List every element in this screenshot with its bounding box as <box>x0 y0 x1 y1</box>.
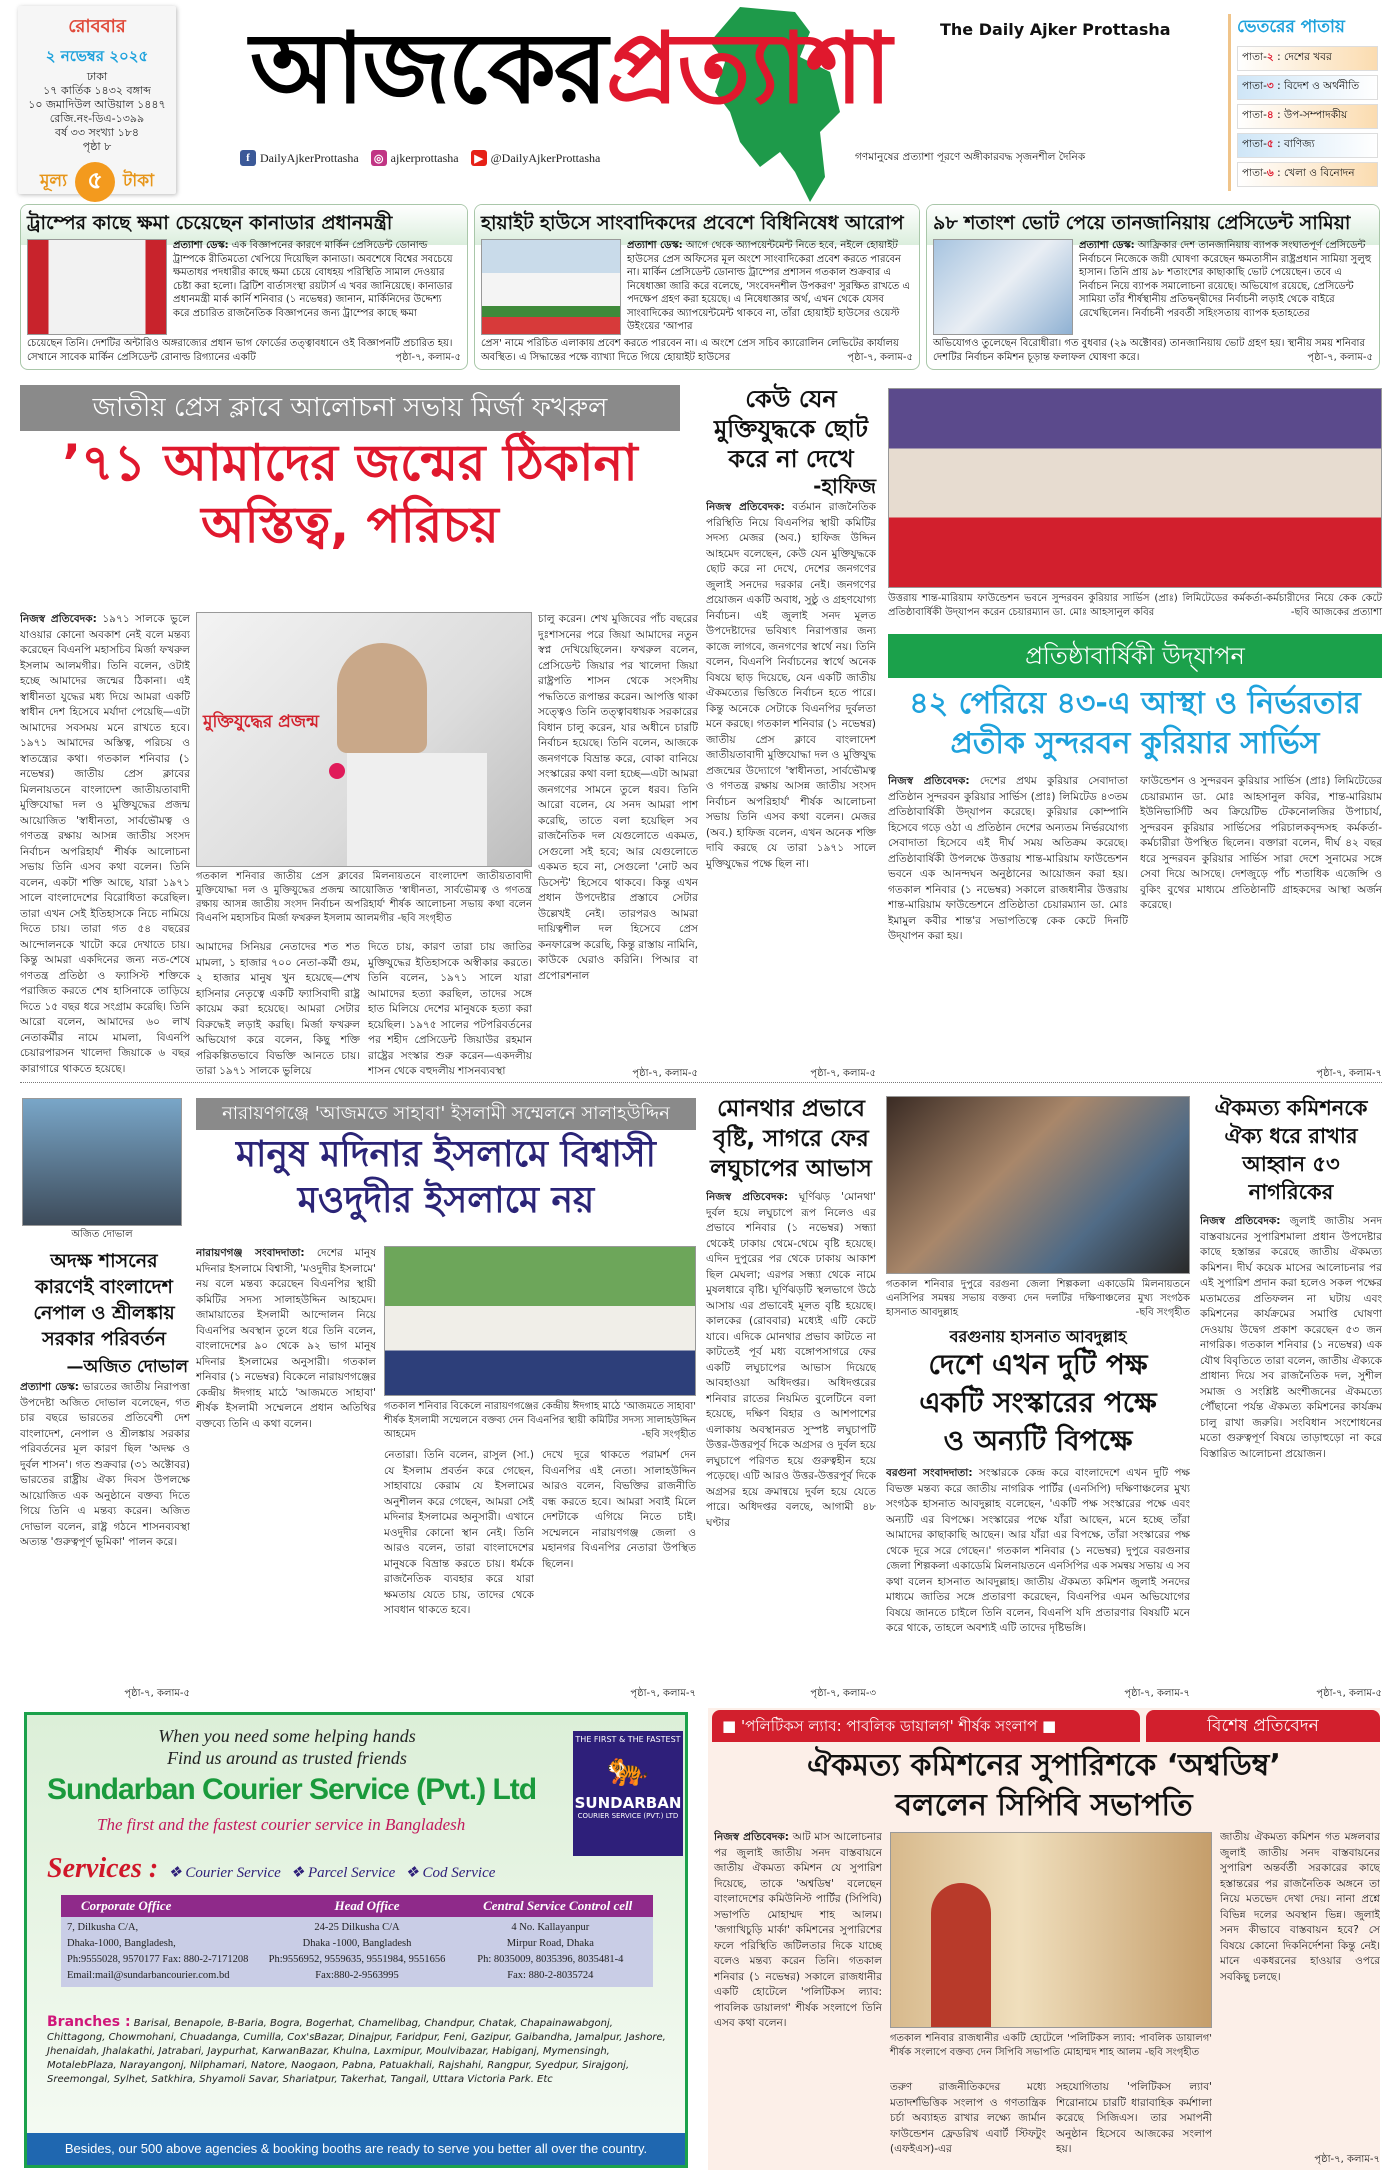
story-body: জুলাই জাতীয় সনদ বাস্তবায়নের সুপারিশমালা প্রধান উপদেষ্টার কাছে হস্তান্তর করেছে জাতীয় ঐকমত্য কমিশন। দীর্ঘ কয়েক মাসের আলোচনার পর এই সুপারিশ প্রদান করা হলেও সকল পক্ষের মতামতের প্রতিফলন না ঘটায় এবং কমিশনের কার্যক্রমের সমাপ্তি ঘোষণা দেওয়ায় উদ্বেগ প্রকাশ করেছেন ৫৩ জন নাগরিক। গতকাল শনিবার (১ নভেম্বর) এক যৌথ বিবৃতিতে তারা বলেন, জাতীয় ঐক্যকে প্রাধান্য দিয়ে সব রাজনৈতিক দল, সুশীল সমাজ ও সংশ্লিষ্ট অংশীজনের ঐকমত্যে পৌঁছানো পর্যন্ত ঐকমত্য কমিশনের কার্যক্রম চালু রাখা জরুরি। সংবিধান সংশোধনের মতো গুরুত্বপূর্ণ বিষয়ে তাড়াহুড়ো না করে বিস্তারিত আলোচনা প্রয়োজন। <box>1200 1215 1382 1460</box>
anniversary-col1 <box>888 774 1128 1064</box>
office-line: 4 No. Kallayanpur <box>511 1922 590 1933</box>
price-label: মূল্য <box>39 171 68 191</box>
top-story-canada[interactable] <box>20 204 468 370</box>
inside-page-item[interactable] <box>1237 162 1378 187</box>
cpb-jump[interactable]: পৃষ্ঠা-৭, কলাম-৭ <box>1314 2154 1380 2165</box>
inside-page-item[interactable] <box>1237 104 1378 129</box>
top-story-whitehouse[interactable] <box>474 204 920 370</box>
bangla-date: ১৭ কার্তিক ১৪৩২ বঙ্গাব্দ <box>43 84 151 97</box>
page-label: : বিদেশ ও অর্থনীতি <box>1277 80 1360 92</box>
photo-credit: -ছবি সংগৃহীত <box>641 1429 696 1440</box>
story-body: ঘূর্ণিঝড় 'মোনথা' দুর্বল হয়ে লঘুচাপে রূপ নিলেও এর প্রভাবে শনিবার (১ নভেম্বর) সন্ধ্যা থেকেই ঢাকায় থেমে-থেমে বৃষ্টি হয়েছে। এদিন দুপুরের পর থেকে ঢাকায় আকাশ ছিল মেঘলা; এরপর সন্ধ্যা থেকে নামে মুষলধারে বৃষ্টি। ঘূর্ণিঝড়টি স্থলভাগে উঠে আসায় এর প্রভাবেই মূলত বৃষ্টি হয়েছে। কালকের (রোববার) মধ্যেই এটি কেটে যাবে। এদিকে মোনথার প্রভাব কাটতে না কাটতেই পূর্ব মধ্য বঙ্গোপসাগরে ফের একটি লঘুচাপের আভাস দিয়েছে আবহাওয়া অধিদপ্তর। অধিদপ্তরের শনিবার রাতের নিয়মিত বুলেটিনে বলা হয়েছে, দক্ষিণ বিহার ও আশপাশের এলাকায় অবস্থানরত সুস্পষ্ট লঘুচাপটি উত্তর-উত্তরপূর্ব দিকে অগ্রসর ও দুর্বল হয়ে লঘুচাপে পরিণত হয়ে গুরুত্বহীন হয়ে পড়েছে। এটি আরও উত্তর-উত্তরপূর্ব দিকে অগ্রসর হয়ে ক্রমান্বয়ে দুর্বল হয়ে যেতে পারে। অধিদপ্তর বলছে, আগামী ৪৮ ঘণ্টার <box>706 1191 876 1529</box>
jump-line: পৃষ্ঠা-৭, কলাম-৫ <box>395 351 461 363</box>
photo-white-house <box>481 239 621 335</box>
facebook-label: DailyAjkerProttasha <box>260 150 359 165</box>
top-story-text-bottom <box>933 337 1373 364</box>
cpb-photo-caption <box>890 2032 1212 2060</box>
date: ২ নভেম্বর ২০২৫ <box>45 47 149 65</box>
ad-company: Sundarban Courier Service (Pvt.) Ltd <box>47 1773 537 1806</box>
ad-subtitle: The first and the fastest courier service in Bangladesh <box>97 1815 466 1834</box>
dateline: প্রত্যাশা ডেস্ক: <box>1079 240 1135 251</box>
instagram-icon: ◎ <box>371 150 387 166</box>
page-number: ২ <box>1266 51 1274 63</box>
newspaper-title <box>250 14 890 124</box>
page-number: ৩ <box>1266 80 1274 92</box>
page-number: ৬ <box>1266 167 1274 179</box>
doval-byline: —অজিত দোভাল <box>66 1357 188 1377</box>
page-prefix: পাতা- <box>1242 138 1267 150</box>
cpb-kicker-text: 'পলিটিকস ল্যাব: পাবলিক ডায়ালগ' শীর্ষক সংলাপ <box>740 1717 1038 1735</box>
ncp-headline-line1: দেশে এখন দুটি পক্ষ <box>928 1348 1148 1381</box>
photo-banner-text: মুক্তিযুদ্ধের প্রজন্ম <box>203 712 319 732</box>
anniversary-jump[interactable]: পৃষ্ঠা-৭, কলাম-৭ <box>1316 1068 1382 1079</box>
photo-salahuddin <box>384 1246 696 1396</box>
dateline: প্রত্যাশা ডেস্ক: <box>173 240 229 251</box>
lead-col4: চালু করেন। শেখ মুজিবের পাঁচ বছরের দুঃশাসনের পরে জিয়া আমাদের নতুন স্বপ্ন দেখিয়েছিলেন। ফখরুল বলেন, প্রেসিডেন্ট জিয়ার পর খালেদা জিয়া রাষ্ট্রপতি শাসন থেকে সংসদীয় পদ্ধতিতে রূপান্তর করেন। আপত্তি থাকা সত্ত্বেও তিনি তত্ত্বাবধায়ক সরকারের বিধান চালু করেন, যার অধীনে চারটি নির্বাচন হয়েছে। তিনি বলেন, আজকে জনগণকে বিভ্রান্ত করে, বোকা বানিয়ে সংস্কারের কথা বলা হচ্ছে—এটা আমরা জনগণের সামনে তুলে ধরব। তিনি আরো বলেন, যে সনদ আমরা পাশ করেছি, তাতে বলা হয়েছিল সব রাজনৈতিক দল যেগুলোতে একমত, সেগুলো সই হবে; আর যেগুলোতে একমত হবে না, সেগুলো 'নোট অব ডিসেন্ট' হিসেবে থাকবে। কিন্তু এখন প্রধান উপদেষ্টার প্রস্তাবে সেটার উল্লেখই নেই। তারপরও আমরা দায়িত্বশীল দল হিসেবে প্রেস কনফারেন্স করেছি, কিন্তু রাস্তায় নামিনি, কাউকে ঘেরাও করিনি। পিআর বা প্রপোরশনাল <box>538 613 698 982</box>
volume: বর্ষ ৩৩ সংখ্যা ১৮৪ <box>54 126 139 139</box>
anniversary-caption <box>888 592 1382 620</box>
hijri-date: ১০ জমাদিউল আউয়াল ১৪৪৭ <box>28 98 166 111</box>
office-line: Dhaka-1000, Bangladesh, <box>67 1938 176 1949</box>
montha-jump[interactable]: পৃষ্ঠা-৭, কলাম-৩ <box>810 1688 876 1699</box>
service-name: Parcel Service <box>307 1865 396 1881</box>
story-body: বর্তমান রাজনৈতিক পরিস্থিতি নিয়ে বিএনপির স্থায়ী কমিটির সদস্য মেজর (অব.) হাফিজ উদ্দিন আহমেদ বলেছেন, কেউ যেন মুক্তিযুদ্ধকে ছোট করে না দেখে, দেশের জনগণের জুলাই সনদের দরকার নেই। জনগণের প্রয়োজন একটি অবাধ, সুষ্ঠু ও গ্রহণযোগ্য নির্বাচন। এই জুলাই সনদ মূলত উপদেষ্টাদের ভবিষ্যৎ নিরাপত্তার জন্য কাজে লাগবে, জনগণের স্বার্থে নয়। তিনি বলেন, বিএনপি নির্বাচনের স্বার্থে অনেক বিষয়ে ছাড় দিয়েছে, যেন একটি জাতীয় ঐকমত্যের ভিত্তিতে নির্বাচন হতে পারে। কিন্তু অনেকে সেটাকে বিএনপির দুর্বলতা মনে করছে। গতকাল শনিবার (১ নভেম্বর) জাতীয় প্রেস ক্লাবে বাংলাদেশ জাতীয়তাবাদী মুক্তিযোদ্ধা দল ও মুক্তিযুদ্ধ প্রজন্মের উদ্যোগে 'স্বাধীনতা, সার্বভৌমত্ব ও গণতন্ত্র রক্ষায় আসন্ন জাতীয় সংসদ নির্বাচন অপরিহার্য' শীর্ষক আলোচনা সভায় তিনি এসব কথা বলেন। মেজর (অব.) হাফিজ বলেন, এখন অনেক শক্তি দাবি করছে যে তারা ১৯৭১ সালে মুক্তিযুদ্ধের পক্ষে ছিল না। <box>706 501 876 870</box>
story-body: আট মাস আলোচনার পর জুলাই জাতীয় সনদ বাস্তবায়নে জাতীয় ঐকমত্য কমিশন যে সুপারিশ দিয়েছে, তাকে 'অশ্বডিম্ব' বলেছেন বাংলাদেশের কমিউনিস্ট পার্টির (সিপিবি) সভাপতি মোহাম্মদ শাহ আলম। 'জগাখিচুড়ি মার্কা' কমিশনের সুপারিশের ফলে পরিস্থিতি জটিলতার দিকে যাচ্ছে বলেও মন্তব্য করেন তিনি। গতকাল শনিবার (১ নভেম্বর) সকালে রাজধানীর একটি হোটেলে 'পলিটিকস ল্যাব: পাবলিক ডায়ালগ' শীর্ষক সংলাপে তিনি এসব কথা বলেন। <box>714 1831 882 2029</box>
page-prefix: পাতা- <box>1242 167 1267 179</box>
pages: পৃষ্ঠা ৮ <box>82 140 112 153</box>
cpb-headline-line1: ঐকমত্য কমিশনের সুপারিশকে ‘অশ্বডিম্ব’ <box>807 1748 1281 1783</box>
social-links <box>240 150 600 166</box>
islam-col1 <box>196 1246 376 1686</box>
ad-logo <box>573 1731 683 1856</box>
dateline: নারায়ণগঞ্জ সংবাদদাতা: <box>196 1247 305 1259</box>
hafiz-byline: -হাফিজ <box>813 474 876 498</box>
caption-text: গতকাল শনিবার বিকেলে নারায়ণগঞ্জের কেন্দ্রীয় ঈদগাহ মাঠে 'আজমতে সাহাবা' শীর্ষক ইসলামী সম্মেলনে বক্তব্য দেন বিএনপির স্থায়ী কমিটির সদস্য সালাহউদ্দিন আহমেদ <box>384 1401 696 1440</box>
photo-credit: -ছবি সংগৃহীত <box>397 913 452 924</box>
service-name: Courier Service <box>185 1865 281 1881</box>
islam-col2: নেতারা। তিনি বলেন, রাসুল (সা.) যে ইসলাম প্রবর্তন করে গেছেন, সাহাবায়ে কেরাম যে ইসলামের অনুশীলন করে গেছেন, আমরা সেই মদিনার ইসলামের অনুসারী। এখানে মওদুদীর কোনো স্থান নেই। তিনি আরও বলেন, তারা বাংলাদেশের মানুষকে বিভ্রান্ত করতে চায়। ধর্মকে রাজনৈতিক ব্যবহার করে যারা ক্ষমতায় যেতে চায়, তাদের থেকে সাবধান থাকতে হবে। <box>384 1449 534 1616</box>
social-facebook[interactable] <box>240 150 359 166</box>
story-body: আগে থেকে অ্যাপয়েন্টমেন্ট নিতে হবে, নইলে হোয়াইট হাউসের প্রেস অফিসের মূল অংশে সাংবাদিকেরা প্রবেশ করতে পারবেন না। মার্কিন প্রেসিডেন্ট ডোনাল্ড ট্রাম্পের প্রশাসন গতকাল শুক্রবার এ নিষেধাজ্ঞা জারি করে বলেছে, 'সংবেদনশীল উপকরণ' সুরক্ষিত রাখতে এ পদক্ষেপ গ্রহণ করা হয়েছে। এ নিষেধাজ্ঞার অর্থ, এখন থেকে যেসব সাংবাদিকের অ্যাপয়েন্টমেন্ট থাকবে না, তাঁরা হোয়াইট হাউসের ওয়েস্ট উইংয়ের 'আপার <box>627 240 911 332</box>
caption-text: গতকাল শনিবার দুপুরে বরগুনা জেলা শিল্পকলা একাডেমি মিলনায়তনে এনসিপির সমন্বয় সভায় বক্তব্য দেন দলটির দক্ষিণাঞ্চলের মুখ্য সংগঠক হাসনাত আবদুল্লাহ <box>886 1279 1190 1318</box>
microphone-icon <box>329 763 345 779</box>
office-line: 7, Dilkusha C/A, <box>67 1922 139 1933</box>
youtube-label: @DailyAjkerProttasha <box>490 150 601 165</box>
social-youtube[interactable] <box>471 150 601 166</box>
page-number: ৫ <box>1266 138 1274 150</box>
office-email[interactable]: Email:mail@sundarbancourier.com.bd <box>67 1970 230 1981</box>
top-story-text <box>627 239 913 334</box>
story-body: ভারতের জাতীয় নিরাপত্তা উপদেষ্টা অজিত দোভাল বলেছেন, গত চার বছরে ভারতের প্রতিবেশী দেশ বাংলাদেশ, নেপাল ও শ্রীলঙ্কায় সরকার পরিবর্তনের মূল কারণ ছিল 'অদক্ষ ও দুর্বল শাসন'। গত শুক্রবার (৩১ অক্টোবর) ভারতের রাষ্ট্রীয় ঐক্য দিবস উপলক্ষে আয়োজিত এক অনুষ্ঠানে বক্তব্য দিতে গিয়ে তিনি এ মন্তব্য করেন। অজিত দোভাল বলেন, রাষ্ট্র গঠনে শাসনব্যবস্থা অত্যন্ত 'গুরুত্বপূর্ণ ভূমিকা' পালন করে। <box>20 1381 190 1548</box>
date-box <box>18 6 176 194</box>
ad-footer: Besides, our 500 above agencies & booking booths are ready to serve you better all over the country. <box>27 2133 685 2165</box>
story-body: অভিযোগও তুলেছেন বিরোধীরা। গত বুধবার (২৯ অক্টোবর) তানজানিয়ায় ভোট গ্রহণ হয়। স্থানীয় সময় শনিবার দেশটির নির্বাচন কমিশন চূড়ান্ত ফলাফল ঘোষণা করে। <box>933 338 1365 363</box>
offices-header <box>61 1895 653 1917</box>
office-line: Mirpur Road, Dhaka <box>506 1938 594 1949</box>
logo-sub: COURIER SERVICE (PVT.) LTD <box>577 1812 679 1820</box>
logo-top-text: THE FIRST & THE FASTEST <box>575 1735 681 1744</box>
dateline: নিজস্ব প্রতিবেদক: <box>888 775 970 787</box>
story-body: সংস্কারকে কেন্দ্র করে বাংলাদেশে এখন দুটি পক্ষ বিভক্ত মন্তব্য করে জাতীয় নাগরিক পার্টির (এনসিপি) দক্ষিণাঞ্চলের মুখ্য সংগঠক হাসনাত আবদুল্লাহ বলেছেন, 'একটি পক্ষ সংস্কারের পক্ষে এবং অন্যটি এর বিপক্ষে। সংস্কারের পক্ষে যাঁরা আছেন, মনে হচ্ছে তাঁরা আমাদের কাছাকাছি আছেন। আর যাঁরা এর বিপক্ষে, তাঁরা সংস্কারের পক্ষ থেকে দূরে সরে গেছেন।' গতকাল শনিবার (১ নভেম্বর) দুপুরে বরগুনার জেলা শিল্পকলা একাডেমি মিলনায়তনে এনসিপির এক সমন্বয় সভায় এ সব কথা বলেন হাসনাত আবদুল্লাহ। জাতীয় ঐকমত্য কমিশন জুলাই সনদের মাধ্যমে জাতির সঙ্গে প্রতারণা করেছেন, বিএনপির এমন অভিযোগের বিষয়ে জানতে চাইলে তিনি বলেন, বিএনপি যদি প্রতারণার বিষয়টি মনে করে থাকে, তাহলে অবশ্যই এটি তাদের দৃষ্টিভঙ্গি। <box>886 1467 1190 1634</box>
top-story-headline: ট্রাম্পের কাছে ক্ষমা চেয়েছেন কানাডার প্রধানমন্ত্রী <box>21 205 467 245</box>
dateline: নিজস্ব প্রতিবেদক: <box>20 613 97 625</box>
page-label: : খেলা ও বিনোদন <box>1277 167 1355 179</box>
speaker-figure <box>931 1883 991 2028</box>
cpb-col2: তরুণ রাজনীতিকদের মধ্যে মতাদর্শভিত্তিক সংলাপ ও গণতান্ত্রিক চর্চা অব্যাহত রাখার লক্ষ্যে জার্মান ফাউন্ডেশন ফ্রেডরিখ এবার্ট স্টিফটুং (এফইএস)-এর <box>890 2081 1046 2155</box>
cpb-tag: বিশেষ প্রতিবেদন <box>1146 1710 1380 1742</box>
office-line: Ph:9555028, 9570177 Fax: 880-2-7171208 <box>67 1954 249 1965</box>
inside-page-item[interactable] <box>1237 133 1378 158</box>
caption-text: উত্তরায় শান্ত-মারিয়াম ফাউন্ডেশন ভবনে সুন্দরবন কুরিয়ার সার্ভিস (প্রাঃ) লিমিটেডের কর্মকর্তা-কর্মচারীদের নিয়ে কেক কেটে প্রতিষ্ঠাবার্ষিকী উদ্‌যাপন করেন চেয়ারম্যান ডা. মোঃ আহসানুল কবির <box>888 593 1382 618</box>
lead-kicker: জাতীয় প্রেস ক্লাবে আলোচনা সভায় মির্জা ফখরুল <box>20 385 680 431</box>
anniversary-headline-line1: ৪২ পেরিয়ে ৪৩-এ আস্থা ও নির্ভরতার <box>909 686 1361 721</box>
story-body: ১৯৭১ সালকে ভুলে যাওয়ার কোনো অবকাশ নেই বলে মন্তব্য করেছেন বিএনপি মহাসচিব মির্জা ফখরুল ইসলাম আলমগীর। তিনি বলেন, ওটাই হচ্ছে আমাদের জন্মের ঠিকানা। এই স্বাধীনতা যুদ্ধের মধ্য দিয়ে আমরা একটি স্বাধীন দেশ হিসেবে মর্যাদা পেয়েছি—এটা আমাদের সবসময় মনে রাখতে হবে। ১৯৭১ আমাদের অস্তিত্ব, পরিচয় ও স্বাতন্ত্র্যের কথা। গতকাল শনিবার (১ নভেম্বর) জাতীয় প্রেস ক্লাবের মিলনায়তনে বাংলাদেশ জাতীয়তাবাদী মুক্তিযোদ্ধা দল ও মুক্তিযুদ্ধের প্রজন্ম আয়োজিত 'স্বাধীনতা, সার্বভৌমত্ব ও গণতন্ত্র রক্ষায় আসন্ন জাতীয় সংসদ নির্বাচন অপরিহার্য' শীর্ষক আলোচনা সভায় তিনি এসব কথা বলেন। তিনি বলেন, একটা শক্তি আছে, যারা ১৯৭১ সালে বাংলাদেশের বিরোধিতা করেছিল। তারা এখন সেই ইতিহাসকে নিচে নামিয়ে দিতে চায়। তারা গত ৫৪ বছরের আন্দোলনকে খাটো করে দেখাতে চায়। কিন্তু আমরা একদিনের জন্য নত-শেষে গণতন্ত্র প্রতিষ্ঠা ও ফ্যাসিস্ট শক্তিকে পরাজিত করতে শেষ হাসিনাকে তাড়িয়ে দিতে ১৫ বছর ধরে সংগ্রাম করেছি। তিনি আরো বলেন, আমাদের ৬০ লাখ নেতাকর্মীর নামে মামলা, বিএনপি চেয়ারপারসন খালেদা জিয়াকে ৬ বছর কারাগারে থাকতে হয়েছে। <box>20 613 190 1075</box>
service-item <box>168 1863 281 1882</box>
page-label: : দেশের খবর <box>1277 51 1332 63</box>
english-name: The Daily Ajker Prottasha <box>940 20 1171 39</box>
offices-body <box>61 1917 653 1987</box>
unity-jump[interactable]: পৃষ্ঠা-৭, কলাম-৫ <box>1316 1688 1382 1699</box>
diamond-icon: ❖ <box>290 1865 308 1881</box>
tiger-icon: 🐅 <box>606 1749 650 1789</box>
unity-body <box>1200 1214 1382 1686</box>
doval-headline[interactable]: অদক্ষ শাসনের কারণেই বাংলাদেশ নেপাল ও শ্রীলঙ্কায় সরকার পরিবর্তন <box>33 1250 175 1350</box>
ncp-jump[interactable]: পৃষ্ঠা-৭, কলাম-৭ <box>1124 1688 1190 1699</box>
lead-jump[interactable]: পৃষ্ঠা-৭, কলাম-৫ <box>632 1068 698 1079</box>
lead-headline-line1: ’৭১ আমাদের জন্মের ঠিকানা <box>62 434 638 492</box>
photo-credit: -ছবি সংগৃহীত <box>1144 2047 1200 2058</box>
ad-offices <box>61 1895 653 1987</box>
doval-body <box>20 1380 190 1685</box>
top-story-tanzania[interactable] <box>926 204 1380 370</box>
office-line: 24-25 Dilkusha C/A <box>314 1922 400 1933</box>
office-line: Fax:880-2-9563995 <box>315 1970 399 1981</box>
price <box>18 162 176 202</box>
office-central <box>454 1920 647 1984</box>
office-title: Corporate Office <box>81 1898 172 1913</box>
page-label: : বাণিজ্য <box>1277 138 1315 150</box>
office-line: Ph: 8035009, 8035396, 8035481-4 <box>477 1954 624 1965</box>
montha-headline[interactable] <box>706 1094 876 1184</box>
lead-col2: আমাদের সিনিয়র নেতাদের শত শত মামলা, ১ হাজার ৭০০ নেতা-কর্মী গুম, ২ হাজার মানুষ খুন হয়েছে—শেখ হাসিনার নেতৃত্বে একটি ফ্যাসিবাদী রাষ্ট্র কায়েম করা হয়েছে। আমরা সেটার বিরুদ্ধেই লড়াই করছি। মির্জা ফখরুল অভিযোগ করে বলেন, কিছু শক্তি পরিকল্পিতভাবে বিভক্তি আনতে চায়। তারা ১৯৭১ সালকে ভুলিয়ে <box>196 941 360 1077</box>
cpb-col3: সহযোগিতায় 'পলিটিকস ল্যাব' শিরোনামে চারটি ধারাবাহিক কর্মশালা করেছে সিজিএস। তার সমাপনী অনুষ্ঠান হিসেবে আজকের সংলাপ হয়। <box>1056 2081 1212 2155</box>
lead-photo-caption <box>196 870 532 926</box>
branches-label: Branches : <box>47 2014 131 2030</box>
ad-slogan-line2: Find us around as trusted friends <box>167 1748 407 1768</box>
diamond-icon: ❖ <box>168 1865 186 1881</box>
cpb-col1 <box>714 1830 882 2168</box>
islam-jump[interactable]: পৃষ্ঠা-৭, কলাম-৭ <box>630 1688 696 1699</box>
photo-cpb-president <box>890 1832 1212 2028</box>
ncp-headline-line3: ও অন্যটি বিপক্ষে <box>943 1424 1133 1457</box>
dateline: নিজস্ব প্রতিবেদক: <box>706 1191 789 1203</box>
speaker-figure <box>337 643 427 753</box>
page-prefix: পাতা- <box>1242 80 1267 92</box>
dateline: নিজস্ব প্রতিবেদক: <box>714 1831 789 1843</box>
dateline: নিজস্ব প্রতিবেদক: <box>1200 1215 1281 1227</box>
square-icon: ■ <box>722 1717 741 1735</box>
title-part2: প্রত্যাশা <box>605 12 890 126</box>
caption-text: গতকাল শনিবার জাতীয় প্রেস ক্লাবের মিলনায়তনে বাংলাদেশ জাতীয়তাবাদী মুক্তিযোদ্ধা দল ও মুক্তিযুদ্ধের প্রজন্ম আয়োজিত 'স্বাধীনতা, সার্বভৌমত্ব ও গণতন্ত্র রক্ষায় আসন্ন জাতীয় সংসদ নির্বাচন অপরিহার্য' শীর্ষক আলোচনা সভায় কথা বলেন বিএনপি মহাসচিব মির্জা ফখরুল ইসলাম আলমগীর <box>196 871 532 924</box>
branches-list: Barisal, Benapole, B-Baria, Bogra, Bogerhat, Chamelibag, Chandpur, Chatak, Chapainawabgonj, Chittagong, Chowmohani, Chuadanga, Cumilla, Cox'sBazar, Dinajpur, Faridpur, Feni, Gazipur, Gaibandha, Jamalpur, Jashore, Jhenaidah, Jhalakathi, Jatrabari, Jaypurhat, KarwanBazar, Khulna, Laxmipur, Moulvibazar, Habiganj, Mymensingh, MotalebPlaza, Narayangonj, Nilphamari, Natore, Naogaon, Pabna, Patuakhali, Rajshahi, Rangpur, Syedpur, Sirajgonj, Sreemongal, Sylhet, Satkhira, Shyamoli Savar, Shariatpur, Takerhat, Tangail, Uttara Victoria Park. Etc <box>47 2018 666 2085</box>
tagline: গণমানুষের প্রত্যাশা পূরণে অঙ্গীকারবদ্ধ সৃজনশীল দৈনিক <box>855 151 1086 163</box>
inside-page-item[interactable] <box>1237 46 1378 71</box>
cpb-col4: জাতীয় ঐকমত্য কমিশন গত মঙ্গলবার জুলাই জাতীয় সনদ বাস্তবায়নের সুপারিশ অন্তর্বর্তী সরকারের কাছে হস্তান্তরের পর রাজনৈতিক অঙ্গনে তা নিয়ে মতভেদ দেখা দেয়। নানা প্রশ্নে বিভিন্ন দলের অবস্থান ভিন্ন। জুলাই সনদ কীভাবে বাস্তবায়ন হবে? সে বিষয়ে কোনো দিকনির্দেশনা কিন্তু নেই। মানে একধরনের হাওয়ার ওপরে সবকিছু চলছে। <box>1220 1831 1380 1983</box>
islam-headline-line2: মওদুদীর ইসলামে নয় <box>297 1180 595 1221</box>
ncp-kicker: বরগুনায় হাসনাত আবদুল্লাহ <box>949 1327 1127 1346</box>
sundarban-ad[interactable] <box>24 1712 688 2168</box>
office-corporate <box>67 1920 260 1984</box>
photo-canada-pm <box>27 239 167 335</box>
service-name: Cod Service <box>422 1865 496 1881</box>
facebook-icon: f <box>240 150 256 166</box>
cpb-headline[interactable] <box>708 1746 1380 1826</box>
page-prefix: পাতা- <box>1242 109 1267 121</box>
montha-body <box>706 1190 876 1685</box>
islam-col3: দেখে দূরে থাকতে পরামর্শ দেন বিএনপির এই নেতা। সালাহউদ্দিন আরও বলেন, বিভক্তির রাজনীতি বন্ধ করতে হবে। আমরা সবাই মিলে দেশটাকে এগিয়ে নিতে চাই। সম্মেলনে নারায়ণগঞ্জ জেলা ও মহানগর বিএনপির নেতারা উপস্থিত ছিলেন। <box>542 1449 696 1570</box>
page-prefix: পাতা- <box>1242 51 1267 63</box>
photo-credit: -ছবি আজকের প্রত্যাশা <box>1290 607 1382 618</box>
photo-hasnat <box>886 1096 1190 1274</box>
speaker-body <box>347 753 487 867</box>
office-line: Ph:9556952, 9559635, 9551984, 9551656 <box>268 1954 446 1965</box>
service-item <box>405 1863 495 1882</box>
hafiz-body <box>706 500 876 1065</box>
islam-headline-line1: মানুষ মদিনার ইসলামে বিশ্বাসী <box>236 1134 656 1175</box>
jump-line: পৃষ্ঠা-৭, কলাম-৫ <box>847 351 913 363</box>
top-story-text <box>1079 239 1373 320</box>
top-story-headline: হায়াইট হাউসে সাংবাদিকদের প্রবেশে বিধিনিষেধ আরোপ <box>475 205 919 245</box>
caption-text: গতকাল শনিবার রাজধানীর একটি হোটেলে 'পলিটিকস ল্যাব: পাবলিক ডায়ালগ' শীর্ষক সংলাপে বক্তব্য দেন সিপিবি সভাপতি মোহাম্মদ শাহ আলম <box>890 2033 1212 2058</box>
page-number: ৪ <box>1266 109 1274 121</box>
office-title: Central Service Control cell <box>483 1898 633 1913</box>
ad-branches <box>47 2015 667 2087</box>
anniversary-headline-line2: প্রতীক সুন্দরবন কুরিয়ার সার্ভিস <box>950 726 1320 761</box>
city: ঢাকা <box>86 70 108 83</box>
inside-page-item[interactable] <box>1237 75 1378 100</box>
story-body: আফ্রিকার দেশ তানজানিয়ায় ব্যাপক সংঘাতপূর্ণ প্রেসিডেন্ট নির্বাচনে নিজেকে জয়ী ঘোষণা করেছেন ক্ষমতাসীন রাষ্ট্রপ্রধান সামিয়া সুলুহু হাসান। তিনি প্রায় ৯৮ শতাংশের কাছাকাছি ভোট পেয়েছেন। তবে এ নির্বাচন নিয়ে ব্যাপক সমালোচনা রয়েছে। অভিযোগ রয়েছে, প্রেসিডেন্ট সামিয়া তাঁর শীর্ষস্থানীয় প্রতিদ্বন্দ্বীদের নির্বাচনী লড়াই থেকে বাইরে রেখেছিলেন। নির্বাচনী পরবর্তী সহিংসতায় ব্যাপক হতাহতের <box>1079 240 1372 319</box>
dateline: বরগুনা সংবাদদাতা: <box>886 1467 973 1479</box>
photo-credit: -ছবি সংগৃহীত <box>1135 1307 1190 1318</box>
square-icon: ■ <box>1037 1717 1057 1735</box>
price-value: ৫ <box>75 162 115 202</box>
price-unit: টাকা <box>123 171 155 191</box>
story-body: এক বিজ্ঞাপনের কারণে মার্কিন প্রেসিডেন্ট ডোনাল্ড ট্রাম্পকে রীতিমতো খেপিয়ে দিয়েছিল কানাডা। অবশেষে বিশ্বের সবচেয়ে ক্ষমতাধর পদধারীর কাছে ক্ষমা চেয়ে বোধহয় পরিস্থিতি সামাল দেওয়ার চেষ্টা করা হলো। ব্রিটিশ বার্তাসংস্থা রয়টার্স এ খবর জানিয়েছে। কানাডার প্রধানমন্ত্রী মার্ক কার্নি শনিবার (১ নভেম্বর) জানান, মার্কিনিদের উদ্দেশ্য করে প্রচারিত রাজনৈতিক বিজ্ঞাপনের জন্য ট্রাম্পের কাছে ক্ষমা <box>173 240 453 319</box>
ad-slogan <box>27 1725 547 1769</box>
doval-caption: অজিত দোভাল <box>71 1229 133 1240</box>
doval-jump[interactable]: পৃষ্ঠা-৭, কলাম-৫ <box>124 1688 190 1699</box>
anniversary-col2: ফাউন্ডেশন ও সুন্দরবন কুরিয়ার সার্ভিস (প্রাঃ) লিমিটেডের চেয়ারম্যান ডা. মোঃ আহসানুল কবির, শান্ত-মারিয়াম ইউনিভার্সিটি অব ক্রিয়েটিভ টেকনোলজির উপাচার্য, সুন্দরবন কুরিয়ার সার্ভিসের পরিচালকবৃন্দসহ কর্মকর্তা-কর্মচারীরা উপস্থিত ছিলেন। বক্তারা বলেন, দীর্ঘ ৪২ বছর ধরে সুন্দরবন কুরিয়ার সার্ভিস সারা দেশে সুনামের সঙ্গে সেবা দিয়ে আসছে। দেশজুড়ে পাঁচ শতাধিক এজেন্সি ও বুকিং বুথের মাধ্যমে প্রতিষ্ঠানটি গ্রাহকদের আস্থা অর্জন করেছে। <box>1140 775 1382 911</box>
islam-headline[interactable] <box>196 1132 696 1224</box>
social-instagram[interactable] <box>371 150 459 166</box>
top-story-text <box>173 239 461 320</box>
office-title: Head Office <box>334 1898 400 1913</box>
weekday: রোববার <box>68 16 126 37</box>
inside-pages-title: ভেতরের পাতায় <box>1237 17 1345 37</box>
title-part1: আজকের <box>250 12 606 126</box>
photo-samia <box>933 239 1073 335</box>
photo-fakhrul <box>196 612 532 867</box>
story-body: চেয়েছেন তিনি। দেশটির অন্টারিও অঙ্গরাজ্যের প্রধান ভাগ ফোর্ডের তত্ত্বাবধানে ওই বিজ্ঞাপনটি প্রচারিত হয়। সেখানে সাবেক মার্কিন প্রেসিডেন্ট রোনাল্ড রিগ্যানের একটি <box>27 338 453 363</box>
top-story-headline: ৯৮ শতাংশ ভোট পেয়ে তানজানিয়ায় প্রেসিডেন্ট সামিয়া <box>927 205 1379 245</box>
jump-line: পৃষ্ঠা-৭, কলাম-৫ <box>1307 351 1373 363</box>
dateline: প্রত্যাশা ডেস্ক: <box>20 1381 79 1393</box>
office-line: Fax: 880-2-8035724 <box>507 1970 594 1981</box>
photo-anniversary-group <box>888 388 1382 588</box>
top-story-text-bottom <box>481 337 913 364</box>
dateline: প্রত্যাশা ডেস্ক: <box>627 240 683 251</box>
anniversary-banner: প্রতিষ্ঠাবার্ষিকী উদ্‌যাপন <box>888 634 1382 678</box>
inside-pages-box <box>1228 14 1378 191</box>
instagram-label: ajkerprottasha <box>390 150 459 165</box>
ncp-photo-caption <box>886 1278 1190 1320</box>
dateline: নিজস্ব প্রতিবেদক: <box>706 501 785 513</box>
islam-photo-caption <box>384 1400 696 1442</box>
office-line: Dhaka -1000, Bangladesh <box>302 1938 412 1949</box>
youtube-icon: ▶ <box>471 150 487 166</box>
lead-col1 <box>20 612 190 1080</box>
photo-ajit-doval <box>22 1098 182 1226</box>
hafiz-headline[interactable]: কেউ যেন মুক্তিযুদ্ধকে ছোট করে না দেখে <box>713 385 869 473</box>
ad-slogan-line1: When you need some helping hands <box>158 1726 416 1746</box>
ad-services <box>47 1853 667 1885</box>
ncp-headline-line2: একটি সংস্কারের পক্ষে <box>919 1386 1157 1419</box>
lead-col3: দিতে চায়, কারণ তারা চায় জাতির মুক্তিযুদ্ধের ইতিহাসকে অস্বীকার করতে। তিনি বলেন, ১৯৭১ সালে যারা আমাদের হত্যা করছিল, তাদের সঙ্গে হাত মিলিয়ে দেশের মানুষকে হত্যা করা হয়েছিল। ১৯৭৫ সালের পটপরিবর্তনের পর শহীদ প্রেসিডেন্ট জিয়াউর রহমান রাষ্ট্রের সংস্কার শুরু করেন—একদলীয় শাসন থেকে বহুদলীয় শাসনব্যবস্থা <box>368 941 532 1077</box>
cpb-kicker <box>712 1710 1140 1742</box>
story-body: দেশের মানুষ মদিনার ইসলামে বিশ্বাসী, 'মওদুদীর ইসলামে' নয় বলে মন্তব্য করেছেন বিএনপির স্থায়ী কমিটির সদস্য সালাহউদ্দিন আহমেদ। জামায়াতের ইসলামী আন্দোলন নিয়ে বিএনপির অবস্থান তুলে ধরে তিনি বলেন, বাংলাদেশের ৯০ থেকে ৯২ ভাগ মানুষ মদিনার ইসলামের অনুসারী। গতকাল শনিবার (১ নভেম্বর) বিকেলে নারায়ণগঞ্জের কেন্দ্রীয় ঈদগাহ মাঠে 'আজমতে সাহাবা' শীর্ষক ইসলামী সম্মেলনে প্রধান অতিথির বক্তব্যে তিনি এ কথা বলেন। <box>196 1247 376 1430</box>
anniversary-headline[interactable] <box>888 684 1382 764</box>
section-divider <box>20 1082 1382 1083</box>
islam-kicker: নারায়ণগঞ্জে 'আজমতে সাহাবা' ইসলামী সম্মেলনে সালাহউদ্দিন <box>196 1098 696 1130</box>
cpb-headline-line2: বললেন সিপিবি সভাপতি <box>895 1788 1193 1823</box>
office-head <box>260 1920 453 1984</box>
lead-headline-line2: অস্তিত্ব, পরিচয় <box>201 496 499 554</box>
story-body: প্রেস' নামে পরিচিত এলাকায় প্রবেশ করতে পারবেন না। এ অংশে প্রেস সচিব ক্যারোলিন লেভিটের কার্যালয় অবস্থিত। এ সিদ্ধান্তের পক্ষে ব্যাখ্যা দিতে গিয়ে হোয়াইট হাউসের <box>481 338 899 363</box>
lead-headline[interactable] <box>20 432 680 556</box>
logo-name: SUNDARBAN <box>574 1794 682 1812</box>
unity-headline[interactable]: ঐকমত্য কমিশনকে ঐক্য ধরে রাখার আহ্বান ৫৩ নাগরিকের <box>1214 1096 1368 1204</box>
reg-no: রেজি.নং-ডিএ-১৩৯৯ <box>49 112 145 125</box>
top-story-text-bottom <box>27 337 461 364</box>
ncp-headline[interactable] <box>886 1346 1190 1460</box>
service-item <box>291 1863 396 1882</box>
ncp-body <box>886 1466 1190 1686</box>
page-label: : উপ-সম্পাদকীয় <box>1277 109 1348 121</box>
diamond-icon: ❖ <box>405 1865 423 1881</box>
services-label: Services : <box>47 1853 159 1884</box>
montha-headline-text: মোনথার প্রভাবে বৃষ্টি, সাগরে ফের লঘুচাপের আভাস <box>710 1096 872 1182</box>
story-body: দেশের প্রথম কুরিয়ার সেবাদাতা প্রতিষ্ঠান সুন্দরবন কুরিয়ার সার্ভিস (প্রাঃ) লিমিটেড ৪৩তম প্রতিষ্ঠাবার্ষিকী উদ্‌যাপন করেছে। কুরিয়ার কোম্পানি হিসেবে গড়ে ওঠা এ প্রতিষ্ঠান দেশের অন্যতম নির্ভরযোগ্য সেবাদাতা হিসেবে এই দীর্ঘ সময় অতিক্রম করেছে। প্রতিষ্ঠাবার্ষিকী উপলক্ষে উত্তরায় শান্ত-মারিয়াম ফাউন্ডেশন ভবনে এক আনন্দঘন অনুষ্ঠানের আয়োজন করা হয়। গতকাল শনিবার (১ নভেম্বর) সকালে রাজধানীর উত্তরায় শান্ত-মারিয়াম ফাউন্ডেশনে প্রতিষ্ঠাতা চেয়ারম্যান ডা. মোঃ ইমামুল কবীর শান্ত'র সভাপতিত্বে কেক কেটে দিনটি উদ্‌যাপন করা হয়। <box>888 775 1128 942</box>
hafiz-jump[interactable]: পৃষ্ঠা-৭, কলাম-৫ <box>810 1068 876 1079</box>
